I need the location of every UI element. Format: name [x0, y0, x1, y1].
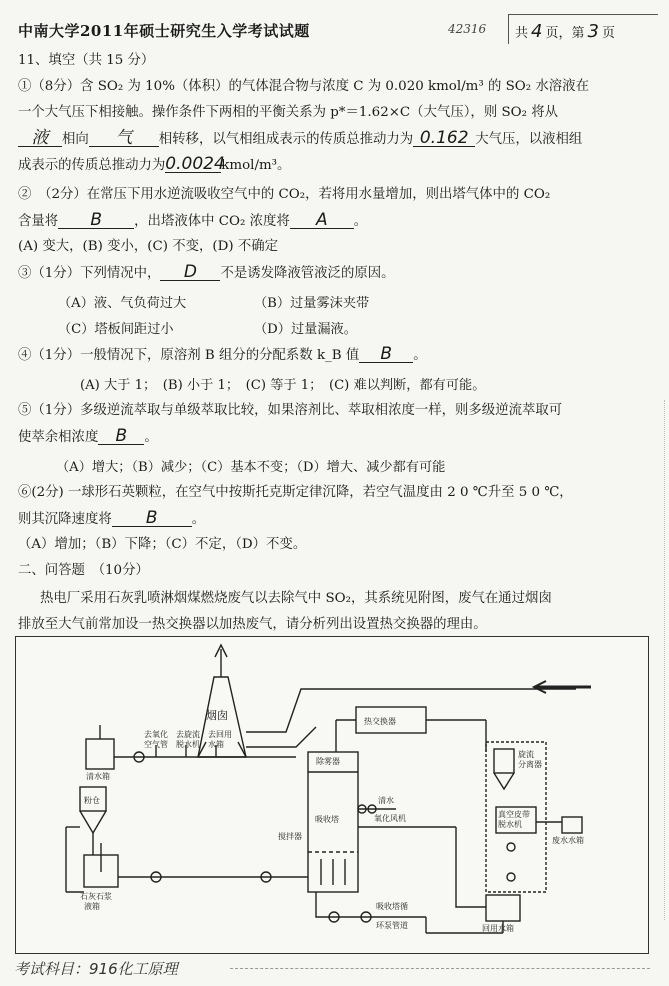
- q2-answer-1: B: [58, 212, 134, 229]
- q1-line1: ①（8分）含 SO₂ 为 10%（体积）的气体混合物与浓度 C 为 0.020 kmol/m³ 的 SO₂ 水溶液在: [18, 79, 589, 94]
- label-to-reuse-1: 去回用: [208, 730, 232, 739]
- q1-answer-3: 0.162: [413, 130, 475, 147]
- q1-answer-2: 气: [89, 130, 159, 147]
- q5-options: （A）增大；（B）减少；（C）基本不变；（D）增大、减少都有可能: [56, 460, 446, 475]
- label-clear-water: 清水: [378, 796, 394, 805]
- q1-line3: 液 相向 气 相转移，以气相组成表示的传质总推动力为 0.162 大气压，以液相组: [18, 130, 582, 149]
- q3-option-c: （C）塔板间距过小: [58, 322, 174, 337]
- label-pump-1: 吸收塔循: [376, 902, 408, 911]
- exam-title: 中南大学2011年硕士研究生入学考试试题: [18, 22, 310, 40]
- page-indicator: 共 4 页，第 3 页: [508, 14, 658, 44]
- label-heat-exchanger: 热交换器: [364, 717, 396, 726]
- label-powder-bin: 粉仓: [84, 796, 100, 805]
- q1-answer-4: 0.0024: [165, 154, 225, 174]
- label-waste-tank: 废水水箱: [552, 836, 584, 845]
- label-to-dewater-1: 去旋流: [176, 730, 200, 739]
- label-pump-2: 环泵管道: [376, 921, 408, 930]
- q4-line: ④（1分）一般情况下，原溶剂 B 组分的分配系数 k_B 值 B 。: [18, 344, 427, 364]
- q6-options: （A）增加；（B）下降；（C）不定，（D）不变。: [18, 537, 307, 552]
- q1-answer-1: 液: [18, 130, 62, 147]
- label-stirrer: 搅拌器: [278, 832, 302, 841]
- label-cyclone-2: 分离器: [518, 760, 542, 769]
- section2-para-line2: 排放至大气前常加设一热交换器以加热废气，请分析列出设置热交换器的理由。: [18, 617, 487, 632]
- q2-line2: 含量将 B ，出塔液体中 CO₂ 浓度将 A 。: [18, 210, 368, 230]
- q6-answer: B: [112, 510, 192, 527]
- q3-line: ③（1分）下列情况中， D 不是诱发降液管液泛的原因。: [18, 262, 395, 282]
- q6-line2: 则其沉降速度将 B 。: [18, 508, 206, 528]
- q6-line1: ⑥(2分) 一球形石英颗粒，在空气中按斯托克斯定律沉降，若空气温度由 2 0 ℃升至 5 0 ℃，: [18, 485, 573, 500]
- label-slurry-tank-1: 石灰石浆: [80, 892, 112, 901]
- q4-answer: B: [359, 346, 413, 363]
- label-clean-tank: 清水箱: [86, 772, 110, 781]
- label-cyclone-1: 旋流: [518, 750, 534, 759]
- process-diagram-svg: [16, 637, 650, 955]
- q5-answer: B: [98, 428, 144, 445]
- waste-water-tank: [562, 817, 582, 833]
- exam-subject: 考试科目：916化工原理: [14, 960, 178, 978]
- label-chimney: 烟囱: [206, 709, 228, 722]
- label-vacuum-2: 脱水机: [498, 820, 522, 829]
- label-to-dewater-2: 脱水机: [176, 740, 200, 749]
- exam-code: 42316: [448, 22, 487, 36]
- section1-title: 11、填空（共 15 分）: [18, 53, 155, 68]
- q5-line2: 使萃余相浓度 B 。: [18, 426, 158, 446]
- label-to-reuse-2: 水箱: [208, 740, 224, 749]
- section2-title: 二、问答题 （10分）: [18, 563, 149, 578]
- q3-option-b: （B）过量雾沫夹带: [254, 296, 370, 311]
- label-oxid-air-1: 去氧化: [144, 730, 168, 739]
- footer-divider: [230, 968, 650, 969]
- q2-line1: ② （2分）在常压下用水逆流吸收空气中的 CO₂，若将用水量增加，则出塔气体中的 CO₂: [18, 187, 551, 202]
- label-mist-eliminator: 除雾器: [316, 757, 340, 766]
- q3-option-d: （D）过量漏液。: [254, 322, 357, 337]
- label-oxid-air-2: 空气管: [144, 740, 168, 749]
- page-current: 3: [587, 21, 599, 42]
- scan-margin-mark: [660, 400, 665, 920]
- process-diagram: [15, 636, 649, 954]
- q2-answer-2: A: [290, 212, 354, 229]
- q1-line4: 成表示的传质总推动力为0.0024kmol/m³。: [18, 154, 291, 174]
- q5-line1: ⑤（1分）多级逆流萃取与单级萃取比较，如果溶剂比、萃取相浓度一样，则多级逆流萃取可: [18, 403, 563, 418]
- label-vacuum-1: 真空皮带: [498, 810, 530, 819]
- label-reuse-tank: 回用水箱: [482, 924, 514, 933]
- label-oxid-fan: 氧化风机: [374, 814, 406, 823]
- q2-options: (A) 变大，(B) 变小，(C) 不变，(D) 不确定: [18, 239, 278, 254]
- page-total: 4: [531, 21, 543, 42]
- q3-answer: D: [160, 264, 220, 281]
- q1-line2: 一个大气压下相接触。操作条件下两相的平衡关系为 p*＝1.62×C（大气压），则 SO₂ 将从: [18, 105, 559, 120]
- clean-water-tank: [86, 739, 114, 769]
- section2-para-line1: 热电厂采用石灰乳喷淋烟煤燃烧废气以去除气中 SO₂，其系统见附图，废气在通过烟囱: [40, 591, 552, 606]
- label-absorber: 吸收塔: [315, 815, 339, 824]
- reuse-water-tank: [486, 895, 520, 921]
- q4-options: (A) 大于 1； (B) 小于 1； (C) 等于 1； (C) 难以判断，都有可能。: [80, 378, 486, 393]
- label-slurry-tank-2: 液箱: [84, 902, 100, 911]
- q3-option-a: （A）液、气负荷过大: [58, 296, 187, 311]
